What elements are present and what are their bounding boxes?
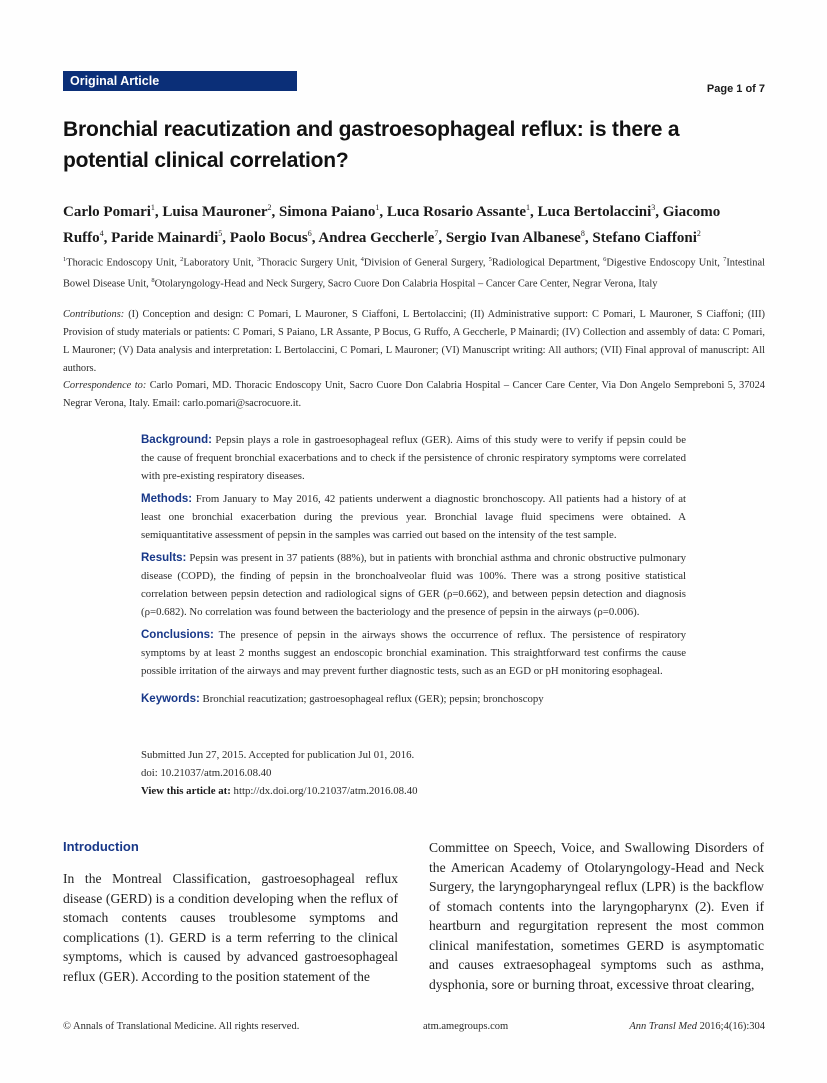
author: Carlo Pomari$^1$, bbox=[63, 203, 163, 220]
abstract-conclusions: Conclusions: The presence of pepsin in the airways shows the occurrence of reflux. The persistence of respiratory symptoms by at least 2 months suggest an endoscopic bronchial examination. This straightforward test confirms the cause possible irritation of the airways and may prevent further diagnostic tests, such as an EGD or pH monitoring esophageal. bbox=[141, 629, 686, 677]
article-title: Bronchial reacutization and gastroesophageal reflux: is there a potential clinical correlation? bbox=[63, 118, 680, 172]
abstract-methods: Methods: From January to May 2016, 42 patients underwent a diagnostic bronchoscopy. All patients had a history of at least one bronchial exacerbation during the previous year. Bronchial lavage fluid specimens were obtained. A semiquantitative assessment of pepsin in the samples was carried out based on the intensity of the test sample. bbox=[141, 493, 686, 541]
abstract-results: Results: Pepsin was present in 37 patients (88%), but in patients with bronchial asthma and chronic obstructive pulmonary disease (COPD), the finding of pepsin in the bronchoalveolar fluid was 100%. There was a strong positive statistical correlation between pepsin detection and radiological signs of GER (ρ=0.662), and between pepsin detection and diagnosis (ρ=0.682). No correlation was found between the bacteriology and the presence of pepsin in the airways (ρ=0.006). bbox=[141, 552, 686, 618]
author: Luca Rosario Assante$^1$, bbox=[386, 203, 538, 220]
correspondence-text[interactable]: Carlo Pomari, MD. Thoracic Endoscopy Unit, Sacro Cuore Don Calabria Hospital – Cancer Care Center, Via Don Angelo Sempreboni 5, 37024 Negrar Verona, Italy. Email: carlo.pomari@sacrocuore.it. bbox=[63, 380, 766, 409]
page-indicator: Page 1 of 7 bbox=[706, 83, 765, 95]
doi: doi: 10.21037/atm.2016.08.40 bbox=[141, 767, 272, 779]
intro-column-right: Committee on Speech, Voice, and Swallowing Disorders of the American Academy of Otolaryngology-Head and Neck Surgery, the laryngopharyngeal reflux (LPR) is the backflow of stomach contents into the laryngopharynx (2). Even if heartburn and regurgitation represent the most common clinical manifestation, sometimes GERD is asymptomatic and causes extraesophageal symptoms such as asthma, dysphonia, sore or burning throat, excessive throat clearing, bbox=[429, 840, 764, 992]
author: Stefano Ciaffoni$^2$ bbox=[592, 229, 701, 246]
abstract bbox=[141, 431, 686, 708]
contributions-text: (I) Conception and design: C Pomari, L Mauroner, S Ciaffoni, L Bertolaccini; (II) Administrative support: C Pomari, L Mauroner, S Ciaffoni; (III) Provision of study materials or patients: C Pomari, S Paiano, LR Assante, P Bocus, G Ruffo, A Geccherle, P Mainardi; (IV) Collection and assembly of data: C Pomari, L Mauroner; (V) Data analysis and interpretation: L Bertolaccini, C Pomari, L Mauroner; (VI) Manuscript writing: All authors; (VII) Final approval of manuscript: All authors. bbox=[63, 309, 765, 374]
article-meta bbox=[141, 746, 641, 800]
article-url-link[interactable]: http://dx.doi.org/10.21037/atm.2016.08.40 bbox=[230, 785, 418, 797]
footer-citation: Ann Transl Med 2016;4(16):304 bbox=[629, 1021, 765, 1032]
footer-copyright: © Annals of Translational Medicine. All rights reserved. bbox=[63, 1021, 300, 1032]
author: Luca Bertolaccini$^3$, bbox=[537, 203, 663, 220]
author: Luisa Mauroner$^2$, bbox=[162, 203, 280, 220]
author: Sergio Ivan Albanese$^8$, bbox=[445, 229, 593, 246]
footer-website[interactable]: atm.amegroups.com bbox=[423, 1021, 509, 1032]
contributions-label: Contributions: bbox=[63, 309, 125, 320]
author: Andrea Geccherle$^7$, bbox=[318, 229, 446, 246]
author: Simona Paiano$^1$, bbox=[279, 203, 387, 220]
section-heading-introduction: Introduction bbox=[63, 839, 139, 854]
correspondence bbox=[63, 377, 765, 413]
author-list bbox=[63, 197, 768, 249]
author: Giacomo Ruffo$^4$, bbox=[63, 204, 721, 246]
author: Paolo Bocus$^6$, bbox=[229, 229, 319, 246]
contributions bbox=[63, 306, 765, 378]
intro-column-left: In the Montreal Classification, gastroesophageal reflux disease (GERD) is a condition developing when the reflux of stomach contents causes troublesome symptoms and complications (1). GERD is a term referring to the clinical symptoms, which is caused by advanced gastroesophageal reflux (GER). According to the position statement of the bbox=[63, 871, 398, 984]
correspondence-label: Correspondence to: bbox=[63, 380, 147, 391]
submission-dates: Submitted Jun 27, 2015. Accepted for publication Jul 01, 2016. bbox=[141, 749, 415, 761]
article-type-label: Original Article bbox=[70, 74, 160, 88]
abstract-keywords: Keywords: Bronchial reacutization; gastroesophageal reflux (GER); pepsin; bronchoscopy bbox=[141, 693, 544, 705]
article-type-banner bbox=[63, 71, 297, 91]
affiliations: $^1$Thoracic Endoscopy Unit, $^2$Laboratory Unit, $^3$Thoracic Surgery Unit, $^4$Division of General Surgery, $^5$Radiological Department, $^6$Digestive Endoscopy Unit, $^7$Intestinal Bowel Disease Unit, $^8$Otolaryngology-Head and Neck Surgery, Sacro Cuore Don Calabria Hospital – Cancer Care Center, Negrar Verona, Italy bbox=[63, 256, 765, 290]
view-article: View this article at: http://dx.doi.org/10.21037/atm.2016.08.40 bbox=[141, 785, 418, 797]
author: Paride Mainardi$^5$, bbox=[111, 229, 230, 246]
abstract-background: Background: Pepsin plays a role in gastroesophageal reflux (GER). Aims of this study were to verify if pepsin could be the cause of frequent bronchial exacerbations and to check if the persistence of chronic respiratory symptoms were correlated with pre-existing respiratory diseases. bbox=[141, 434, 686, 482]
